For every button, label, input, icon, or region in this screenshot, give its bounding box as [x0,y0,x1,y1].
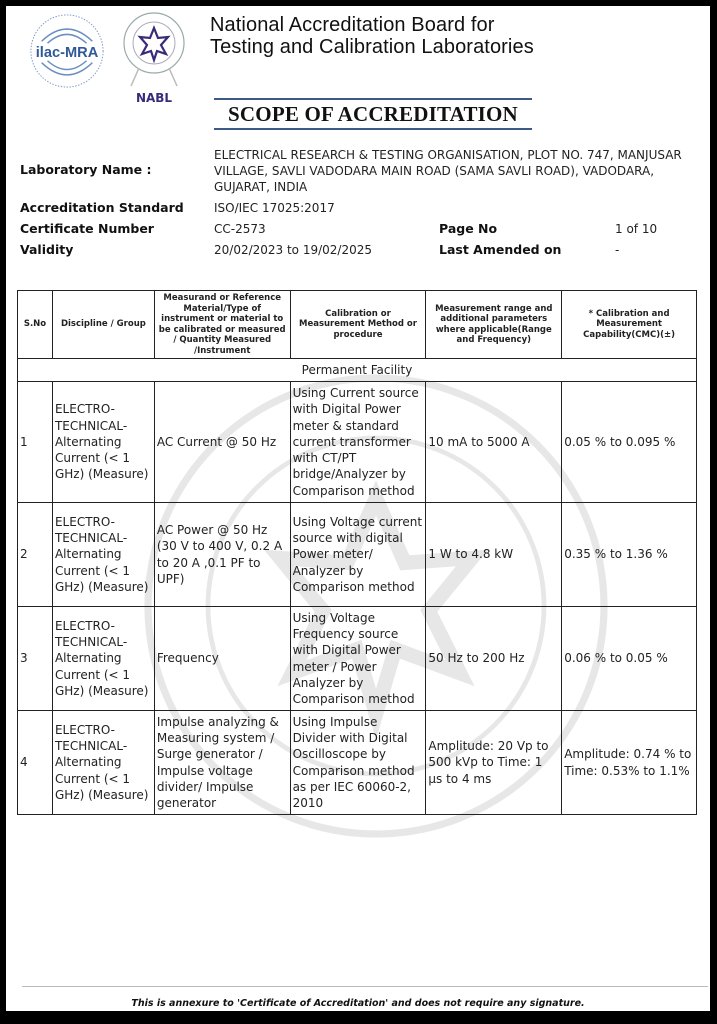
cell-range: 10 mA to 5000 A [426,382,562,503]
cell-discipline: ELECTRO-TECHNICAL-Alternating Current (< 1 GHz) (Measure) [52,503,154,607]
scope-title: SCOPE OF ACCREDITATION [228,102,518,126]
cell-sno: 3 [18,607,53,711]
cell-cmc: Amplitude: 0.74 % to Time: 0.53% to 1.1% [562,711,697,815]
scope-rule-top [214,98,532,100]
svg-text:ilac-MRA: ilac-MRA [35,44,99,61]
standard-value: ISO/IEC 17025:2017 [214,201,335,215]
cell-discipline: ELECTRO-TECHNICAL-Alternating Current (< 1 GHz) (Measure) [52,382,154,503]
cell-range: 50 Hz to 200 Hz [426,607,562,711]
org-title-line1: National Accreditation Board for [210,14,495,36]
cell-measurand: AC Current @ 50 Hz [154,382,290,503]
scope-table [17,290,697,815]
cell-method: Using Impulse Divider with Digital Oscilloscope by Comparison method as per IEC 60060-2, 2010 [290,711,426,815]
cell-cmc: 0.35 % to 1.36 % [562,503,697,607]
validity-label: Validity [20,242,74,257]
lab-name-value [214,147,682,195]
lab-name-line: VILLAGE, SAVLI VADODARA MAIN ROAD (SAMA SAVLI ROAD), VADODARA, [214,164,655,178]
cell-range: 1 W to 4.8 kW [426,503,562,607]
cell-method: Using Voltage Frequency source with Digital Power meter / Power Analyzer by Comparison method [290,607,426,711]
table-header-row [18,291,697,359]
header-sno: S.No [18,291,53,359]
org-title [210,14,534,58]
cell-sno: 2 [18,503,53,607]
page-no-label: Page No [439,221,498,236]
cell-discipline: ELECTRO-TECHNICAL-Alternating Current (< 1 GHz) (Measure) [52,711,154,815]
table-row [18,503,697,607]
table-row [18,711,697,815]
lab-name-line: ELECTRICAL RESEARCH & TESTING ORGANISATION, PLOT NO. 747, MANJUSAR [214,148,682,162]
svg-text:NABL: NABL [135,91,173,105]
cell-measurand: Impulse analyzing & Measuring system / Surge generator / Impulse voltage divider/ Impulse generator [154,711,290,815]
cell-cmc: 0.06 % to 0.05 % [562,607,697,711]
page-no-value: 1 of 10 [615,222,658,236]
cell-method: Using Current source with Digital Power meter & standard current transformer with CT/PT bridge/Analyzer by Comparison method [290,382,426,503]
scope-rule-bottom [214,128,532,130]
header-discipline: Discipline / Group [52,291,154,359]
last-amended-value: - [615,243,620,257]
lab-name-label: Laboratory Name : [20,162,152,177]
cell-cmc: 0.05 % to 0.095 % [562,382,697,503]
lab-name-line: GUJARAT, INDIA [214,180,308,194]
ilac-mra-logo [28,12,106,90]
org-title-line2: Testing and Calibration Laboratories [210,36,534,58]
nabl-logo [121,10,187,106]
header-cmc: * Calibration and Measurement Capability(CMC)(±) [562,291,697,359]
standard-label: Accreditation Standard [20,200,184,215]
certificate-label: Certificate Number [20,221,154,236]
cell-sno: 4 [18,711,53,815]
cell-measurand: AC Power @ 50 Hz (30 V to 400 V, 0.2 A to 20 A ,0.1 PF to UPF) [154,503,290,607]
section-permanent-facility: Permanent Facility [18,359,697,382]
header-method: Calibration or Measurement Method or procedure [290,291,426,359]
header-range: Measurement range and additional parameters where applicable(Range and Frequency) [426,291,562,359]
document-page [6,6,710,1011]
cell-sno: 1 [18,382,53,503]
certificate-value: CC-2573 [214,222,266,236]
footer-divider [22,986,708,987]
last-amended-label: Last Amended on [439,242,562,257]
header-measurand: Measurand or Reference Material/Type of instrument or material to be calibrated or measured / Quantity Measured /Instrument [154,291,290,359]
validity-value: 20/02/2023 to 19/02/2025 [214,243,373,257]
cell-range: Amplitude: 20 Vp to 500 kVp to Time: 1 µs to 4 ms [426,711,562,815]
cell-discipline: ELECTRO-TECHNICAL-Alternating Current (< 1 GHz) (Measure) [52,607,154,711]
table-row [18,607,697,711]
table-row [18,382,697,503]
footer-note: This is annexure to 'Certificate of Accreditation' and does not require any signature. [131,998,585,1009]
cell-method: Using Voltage current source with digital Power meter/ Analyzer by Comparison method [290,503,426,607]
section-row [18,359,697,382]
cell-measurand: Frequency [154,607,290,711]
